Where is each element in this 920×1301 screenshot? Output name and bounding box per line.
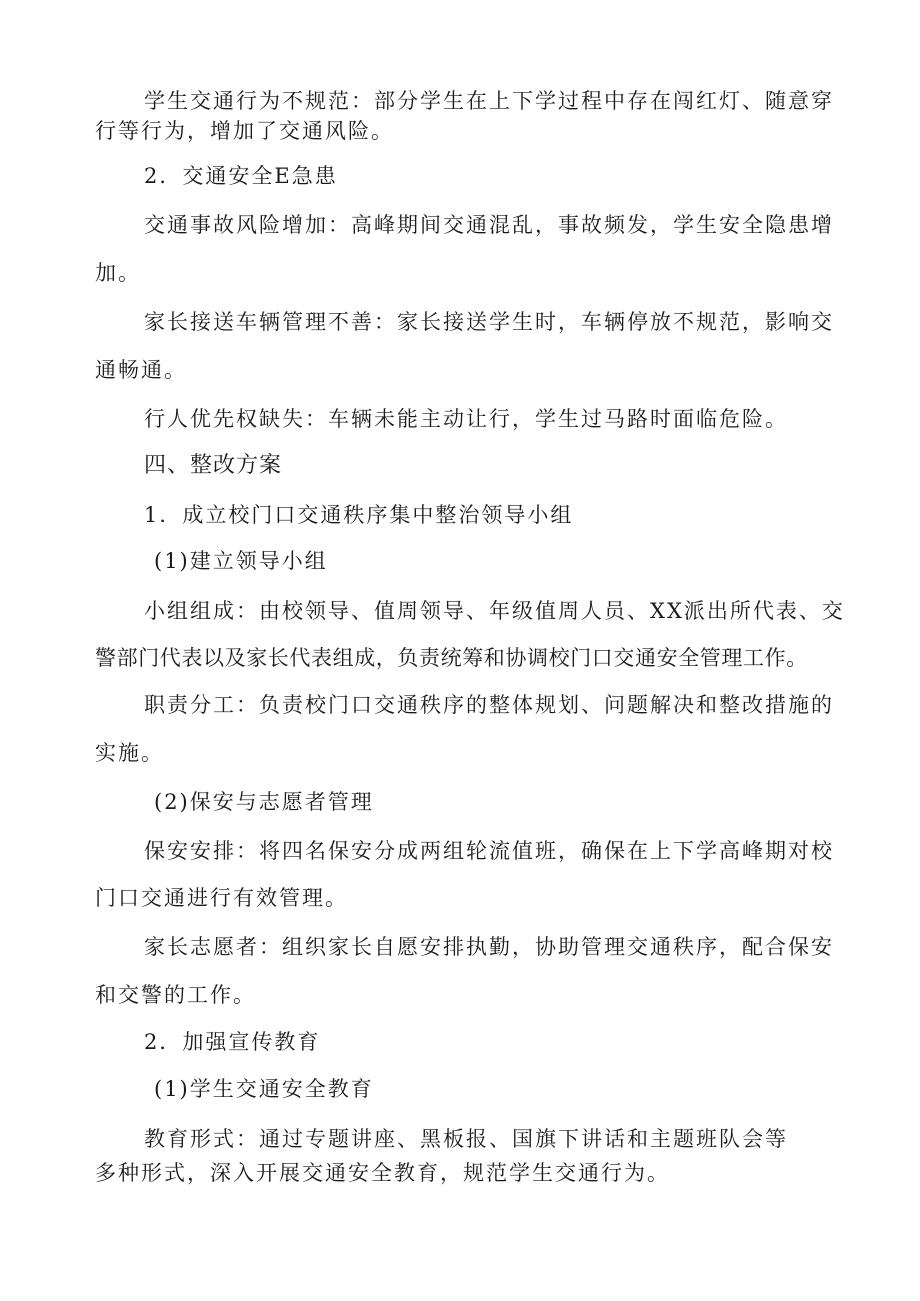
paragraph-line: 和交警的工作。 [95,983,256,1007]
paragraph-line: 交通事故风险增加：高峰期间交通混乱，事故频发，学生安全隐患增 [144,213,834,237]
paragraph-line: 加。 [95,261,141,285]
paragraph-line: 家长志愿者：组织家长自愿安排执勤，协助管理交通秩序，配合保安 [144,935,834,959]
paragraph-line: 家长接送车辆管理不善：家长接送学生时，车辆停放不规范，影响交 [144,310,834,334]
paragraph-line: 行人优先权缺失：车辆未能主动让行，学生过马路时面临危险。 [144,407,788,431]
paragraph-line: 教育形式：通过专题讲座、黑板报、国旗下讲话和主题班队会等 [144,1127,788,1151]
paragraph-line: 通畅通。 [95,358,187,382]
paragraph-line: 行等行为，增加了交通风险。 [95,119,394,143]
paragraph-line: 实施。 [95,741,164,765]
section-heading: 四、整改方案 [144,453,283,478]
subitem-heading: (1)建立领导小组 [154,549,328,573]
subitem-heading: (2)保安与志愿者管理 [154,790,374,814]
item-heading: 2．加强宣传教育 [144,1030,321,1054]
subitem-heading: (1)学生交通安全教育 [154,1077,374,1101]
paragraph-line: 保安安排：将四名保安分成两组轮流值班，确保在上下学高峰期对校 [144,839,834,863]
paragraph-line: 学生交通行为不规范：部分学生在上下学过程中存在闯红灯、随意穿 [144,89,834,113]
paragraph-line: 门口交通进行有效管理。 [95,886,348,910]
paragraph-line: 小组组成：由校领导、值周领导、年级值周人员、XX派出所代表、交 [144,599,845,623]
paragraph-line: 职责分工：负责校门口交通秩序的整体规划、问题解决和整改措施的 [144,693,834,717]
item-heading: 1．成立校门口交通秩序集中整治领导小组 [144,503,574,527]
paragraph-line: 警部门代表以及家长代表组成，负责统筹和协调校门口交通安全管理工作。 [95,646,808,670]
subsection-heading: 2．交通安全E急患 [144,164,338,188]
paragraph-line: 多种形式，深入开展交通安全教育，规范学生交通行为。 [95,1161,670,1185]
